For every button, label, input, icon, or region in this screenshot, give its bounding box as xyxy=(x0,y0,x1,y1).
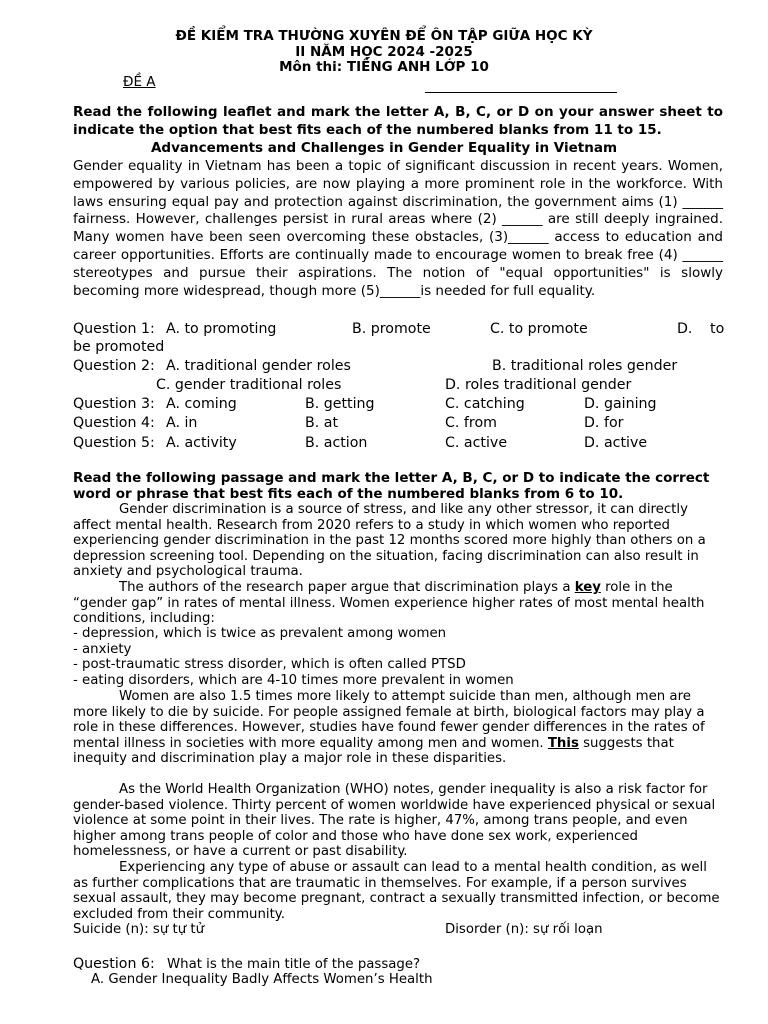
text-fragment: Women are also 1.5 times more likely to attempt suicide than men, although men are more likely to die by suicide. For people assigned female at birth, biological factors may play a role in these differences. However, studies have found fewer gender differences in the rates of mental illness in societies with more equality among men and women. xyxy=(73,689,705,751)
q6-option-a[interactable]: A. Gender Inequality Badly Affects Women’s Health xyxy=(91,972,433,987)
q2-option-c[interactable]: C. gender traditional roles xyxy=(156,377,342,393)
question-label: Question 2: xyxy=(73,358,155,374)
part1-instruction: Read the following leaflet and mark the letter A, B, C, or D on your answer sheet to indicate the option that best fits each of the numbered blanks from 11 to 15. xyxy=(73,104,723,138)
text-fragment: The authors of the research paper argue that discrimination plays a xyxy=(119,580,575,595)
text-fragment: suggests that inequity and discrimination play a major role in these disparities. xyxy=(73,735,674,766)
q5-option-c[interactable]: C. active xyxy=(445,435,508,451)
name-blank-line xyxy=(425,80,617,93)
question-label: Question 6: xyxy=(73,956,155,972)
q2-option-a[interactable]: A. traditional gender roles xyxy=(166,358,351,374)
question-label: Question 4: xyxy=(73,415,155,431)
q5-option-d[interactable]: D. active xyxy=(584,435,648,451)
q4-option-c[interactable]: C. from xyxy=(445,415,497,431)
q5-option-a[interactable]: A. activity xyxy=(166,435,237,451)
question-label: Question 3: xyxy=(73,396,155,412)
part2-instruction: Read the following passage and mark the letter A, B, C, or D to indicate the correct word or phrase that best fits each of the numbered blanks from 6 to 10. xyxy=(73,470,710,502)
list-item: - post-traumatic stress disorder, which is often called PTSD xyxy=(73,657,466,672)
exam-header-line1: ĐỀ KIỂM TRA THƯỜNG XUYÊN ĐỂ ÔN TẬP GIỮA HỌC KỲ xyxy=(175,28,593,44)
glossary-suicide: Suicide (n): sự tự tử xyxy=(73,922,205,937)
glossary-disorder: Disorder (n): sự rối loạn xyxy=(445,922,603,937)
q6-question-text: What is the main title of the passage? xyxy=(167,957,421,972)
text-fragment: role in the “gender gap” in rates of mental illness. Women experience higher rates of most mental health conditions, including: xyxy=(73,580,705,626)
q5-option-b[interactable]: B. action xyxy=(305,435,368,451)
underlined-key-word: key xyxy=(574,580,601,595)
q3-option-d[interactable]: D. gaining xyxy=(584,396,657,412)
q4-option-d[interactable]: D. for xyxy=(584,415,624,431)
list-item: - depression, which is twice as prevalent among women xyxy=(73,626,447,641)
q3-option-c[interactable]: C. catching xyxy=(445,396,525,412)
q4-option-b[interactable]: B. at xyxy=(305,415,339,431)
q1-option-b[interactable]: B. promote xyxy=(352,321,431,337)
question-label: Question 5: xyxy=(73,435,155,451)
q2-option-b[interactable]: B. traditional roles gender xyxy=(492,358,678,374)
underlined-this-word: This xyxy=(547,735,579,751)
exam-subject: Môn thi: TIẾNG ANH LỚP 10 xyxy=(279,59,489,75)
q1-option-a[interactable]: A. to promoting xyxy=(166,321,277,337)
q1-option-d-part2: be promoted xyxy=(73,339,165,355)
question-label: Question 1: xyxy=(73,321,155,337)
q3-option-a[interactable]: A. coming xyxy=(166,396,237,412)
q1-option-d[interactable]: D. xyxy=(677,321,693,337)
part2-paragraph: As the World Health Organization (WHO) notes, gender inequality is also a risk factor for gender-based violence. Thirty percent of women worldwide have experienced physical or sexual violence at some point in their lives. The rate is higher, 47%, among trans people, and even higher among trans people of color and those who have done sex work, experienced homelessness, or have a current or past disability. xyxy=(73,782,716,859)
exam-code: ĐỀ A xyxy=(123,74,156,90)
q2-option-d[interactable]: D. roles traditional gender xyxy=(445,377,632,393)
part2-paragraph: Gender discrimination is a source of stress, and like any other stressor, it can directly affect mental health. Research from 2020 refers to a study in which women who reported experiencing gender discrimination in the past 12 months scored more highly than others on a depression screening tool. Depending on the situation, facing discrimination can also result in anxiety and psychological trauma. xyxy=(73,502,706,579)
part2-paragraph xyxy=(73,689,723,767)
q4-option-a[interactable]: A. in xyxy=(166,415,198,431)
exam-header-line2: II NĂM HỌC 2024 -2025 xyxy=(295,44,473,60)
q1-option-c[interactable]: C. to promote xyxy=(490,321,588,337)
list-item: - eating disorders, which are 4-10 times more prevalent in women xyxy=(73,673,514,688)
part1-passage: Gender equality in Vietnam has been a topic of significant discussion in recent years. Women, empowered by various policies, are now playing a more prominent role in the workforce. With laws ensuring equal pay and protection against discrimination, the government aims (1) ______ fairness. However, challenges persist in rural areas where (2) ______ are still deeply ingrained. Many women have been seen overcoming these obstacles, (3)______ access to education and career opportunities. Efforts are continually made to encourage women to break free (4) ______ stereotypes and pursue their aspirations. The notion of "equal opportunities" is slowly becoming more widespread, though more (5)______is needed for full equality. xyxy=(73,158,723,299)
part1-title: Advancements and Challenges in Gender Equality in Vietnam xyxy=(150,140,618,156)
part2-paragraph: Experiencing any type of abuse or assault can lead to a mental health condition, as well as further complications that are traumatic in themselves. For example, if a person survives sexual assault, they may become pregnant, contract a sexually transmitted infection, or become excluded from their community. xyxy=(73,860,720,922)
q1-option-d-part1: to xyxy=(710,321,725,337)
q3-option-b[interactable]: B. getting xyxy=(305,396,375,412)
part2-paragraph xyxy=(73,580,723,627)
list-item: - anxiety xyxy=(73,642,132,657)
